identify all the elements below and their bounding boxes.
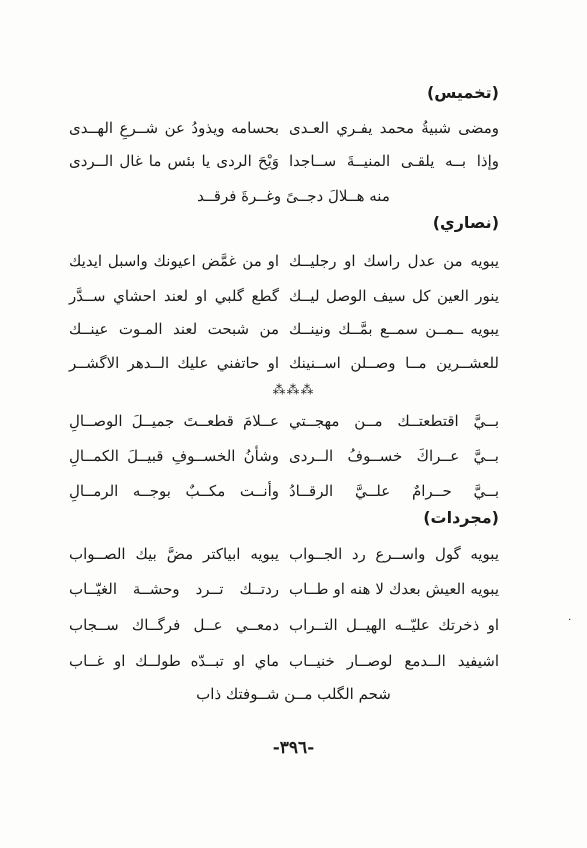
verse-sadr: وإذا بــه يلقـى المنيــةَ ســاجدا xyxy=(289,152,499,170)
verse-ajuz: عــلامَ قطعــتَ جميــلَ الوصــالِ xyxy=(69,412,279,430)
page-number: -٣٩٦- xyxy=(272,738,315,758)
verse-sadr: ينور العين كل سيف الوصل ليــك xyxy=(289,287,499,305)
verse-ajuz: وأنــت مكــبٌ بوجــه الرمــالِ xyxy=(69,482,279,500)
verse-ajuz: يبويه ابياكتر مضَّ بيك الصــواب xyxy=(69,545,279,563)
verse-sadr: بــيَّ عــراكَ خســوفُ الــردى xyxy=(289,447,499,465)
verse-sadr: بــيَّ حــرامٌ علــيَّ الرقــادُ xyxy=(289,482,499,500)
verse-ajuz: گطع گلبي او لعند احشاي ســدَّر xyxy=(69,287,279,305)
verse-ajuz: ماي او تبــدّه طولــك او غــاب xyxy=(69,652,279,670)
verse-closing-line: منه هــلالَ دجــىً وغــرةَ فرقــد xyxy=(197,187,390,205)
verse-sadr: للعشــرين مــا وصــلن اســنينك xyxy=(289,354,499,372)
ornament-divider: ⁂⁂⁂ xyxy=(272,383,315,398)
verse-closing-line: شحم الگلب مــن شــوفتك ذاب xyxy=(196,685,391,703)
verse-sadr: يبويه من عدل راسك او رجليــك xyxy=(289,252,499,270)
verse-sadr: يبويه العيش بعدك لا هنه او طــاب xyxy=(289,580,499,598)
section-heading-mujarradat: (مجردات) xyxy=(423,508,499,527)
verse-sadr: اشيفيد الــدمع لوصــار خنيــاب xyxy=(289,652,499,670)
section-heading-takhmis: (تخميس) xyxy=(426,83,499,102)
verse-ajuz: او من غمَّض اعيونك واسبل ايديك xyxy=(69,252,279,270)
verse-ajuz: وشأنُ الخســوفِ قبيــلَ الكمــالِ xyxy=(69,447,279,465)
verse-ajuz: ردتــك تــرد وحشــة الغيّــاب xyxy=(69,580,279,598)
verse-ajuz: او حاتفني عليك الــدهر الاگشــر xyxy=(69,354,279,372)
margin-mark: ٠ xyxy=(567,614,573,625)
verse-ajuz: بحسامه ويذودُ عن شــرعِ الهــدى xyxy=(69,119,279,137)
verse-ajuz: وَيْحَ الردى يا بئس ما غال الــردى xyxy=(69,152,279,170)
verse-sadr: او ذخرتك عليّــه الهيــل التــراب xyxy=(289,616,499,634)
verse-ajuz: من شبحت لعند المـوت عينــك xyxy=(69,320,279,338)
verse-sadr: بــيَّ اقتطعتــك مــن مهجــتي xyxy=(289,412,499,430)
section-heading-nassari: (نصاري) xyxy=(432,213,499,232)
verse-sadr: ومضى شبيةُ محمد يفـري العـدى xyxy=(289,119,499,137)
verse-sadr: يبويه ــمــن سمــع بمَّــك ونينــك xyxy=(289,320,499,338)
verse-ajuz: دمعــي عــل فرگــاك ســجاب xyxy=(69,616,279,634)
verse-sadr: يبويه گول واســرع رد الجــواب xyxy=(289,545,499,563)
